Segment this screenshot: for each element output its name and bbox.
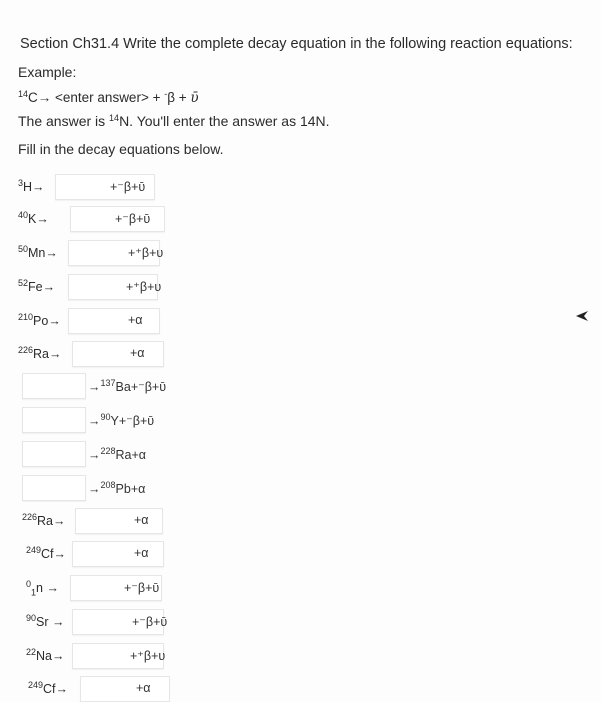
decay-products: +⁻β+ῡ xyxy=(115,212,151,226)
product-rest: Y+⁻β+ῡ xyxy=(110,414,155,428)
element-symbol: Cf→ xyxy=(43,682,69,696)
decay-products: +α xyxy=(130,346,145,360)
parent-nuclide xyxy=(26,579,59,598)
equation-row xyxy=(0,508,300,534)
mass-number: 226 xyxy=(18,345,34,355)
arrow: → xyxy=(88,414,101,428)
question-title: Section Ch31.4 Write the complete decay equation in the following reaction equations: xyxy=(20,36,573,52)
decay-products: +⁻β+ῡ xyxy=(110,180,146,194)
parent-nuclide xyxy=(18,244,58,260)
mass-number: 3 xyxy=(18,178,24,188)
product-rest: Ra+α xyxy=(115,448,147,462)
element-symbol: Na→ xyxy=(36,649,65,663)
equation-row xyxy=(0,308,300,334)
parent-nuclide xyxy=(26,647,65,663)
decay-products xyxy=(88,480,145,496)
equation-row xyxy=(0,341,300,367)
example-antineutrino: ῡ xyxy=(190,90,199,106)
equation-row xyxy=(0,676,300,702)
mass-number: 22 xyxy=(26,647,37,657)
example-parent: C xyxy=(28,90,38,105)
answer-input[interactable] xyxy=(80,676,170,702)
equation-row xyxy=(0,174,300,200)
equation-row xyxy=(0,541,300,567)
parent-nuclide xyxy=(18,312,61,328)
element-symbol: Cf→ xyxy=(41,547,67,561)
element-symbol: n → xyxy=(36,581,59,595)
example-answer: The answer is $^{14}$N. You'll enter the answer as 14N. xyxy=(18,113,330,129)
answer-input[interactable] xyxy=(75,508,163,534)
mass-number: 52 xyxy=(18,278,29,288)
decay-products xyxy=(88,378,166,394)
element-symbol: Sr → xyxy=(36,615,65,629)
equation-row xyxy=(0,609,300,635)
equation-row xyxy=(0,643,300,669)
element-symbol: H→ xyxy=(23,180,45,194)
answer-input[interactable] xyxy=(22,475,86,501)
equation-row xyxy=(0,575,300,601)
element-symbol: Fe→ xyxy=(28,280,56,294)
arrow: → xyxy=(88,380,101,394)
parent-nuclide xyxy=(18,178,45,194)
decay-products: +⁺β+υ xyxy=(128,246,164,260)
mass-number: 137 xyxy=(100,378,116,388)
decay-products: +α xyxy=(128,313,143,327)
answer-input[interactable] xyxy=(22,373,86,399)
answer-input[interactable] xyxy=(68,308,160,334)
equation-row xyxy=(0,407,300,433)
product-rest: Ba+⁻β+ῡ xyxy=(115,380,167,394)
example-arrow: → <enter answer> + xyxy=(37,90,161,105)
atomic-number: 1 xyxy=(31,587,37,598)
decay-products: +α xyxy=(136,681,151,695)
mass-number: 90 xyxy=(26,613,37,623)
parent-nuclide xyxy=(26,545,66,561)
parent-nuclide xyxy=(28,680,68,696)
example-equation: $^{14}$C→ <enter answer> + -β + ῡ xyxy=(18,89,199,106)
mass-number: 226 xyxy=(22,512,38,522)
parent-nuclide xyxy=(26,613,65,629)
decay-products xyxy=(88,446,146,462)
example-particle: β + xyxy=(167,90,187,105)
decay-products xyxy=(88,412,154,428)
instructions: Fill in the decay equations below. xyxy=(18,141,224,157)
parent-nuclide xyxy=(18,345,62,361)
parent-nuclide xyxy=(18,278,55,294)
decay-products: +⁻β+ῡ xyxy=(132,615,168,629)
element-symbol: Po→ xyxy=(33,314,61,328)
equation-row xyxy=(0,240,300,266)
mass-number: 40 xyxy=(18,210,29,220)
example-mass: 14 xyxy=(18,89,29,99)
product-rest: Pb+α xyxy=(115,482,146,496)
arrow: → xyxy=(88,448,101,462)
mass-number: 208 xyxy=(100,480,116,490)
mass-number: 210 xyxy=(18,312,34,322)
mass-number: 50 xyxy=(18,244,29,254)
mass-number: 249 xyxy=(26,545,42,555)
decay-products: +⁻β+ῡ xyxy=(124,581,160,595)
mass-number: 0 xyxy=(26,579,32,589)
element-symbol: K→ xyxy=(28,212,49,226)
answer-input[interactable] xyxy=(22,441,86,467)
equation-row xyxy=(0,206,300,232)
decay-products: +⁺β+υ xyxy=(130,649,166,663)
equation-row xyxy=(0,373,300,399)
mass-number: 228 xyxy=(100,446,116,456)
element-symbol: Ra→ xyxy=(33,347,62,361)
equation-row xyxy=(0,441,300,467)
decay-products: +⁺β+υ xyxy=(126,280,162,294)
arrow: → xyxy=(88,482,101,496)
parent-nuclide xyxy=(18,210,49,226)
equation-row xyxy=(0,475,300,501)
decay-products: +α xyxy=(134,513,149,527)
decay-products: +α xyxy=(134,546,149,560)
answer-input[interactable] xyxy=(22,407,86,433)
equation-row xyxy=(0,274,300,300)
example-label: Example: xyxy=(18,64,77,80)
mass-number: 90 xyxy=(100,412,111,422)
mass-number: 249 xyxy=(28,680,44,690)
element-symbol: Mn→ xyxy=(28,246,58,260)
element-symbol: Ra→ xyxy=(37,514,66,528)
answer-input[interactable] xyxy=(72,541,164,567)
parent-nuclide xyxy=(22,512,66,528)
answer-input[interactable] xyxy=(72,341,164,367)
